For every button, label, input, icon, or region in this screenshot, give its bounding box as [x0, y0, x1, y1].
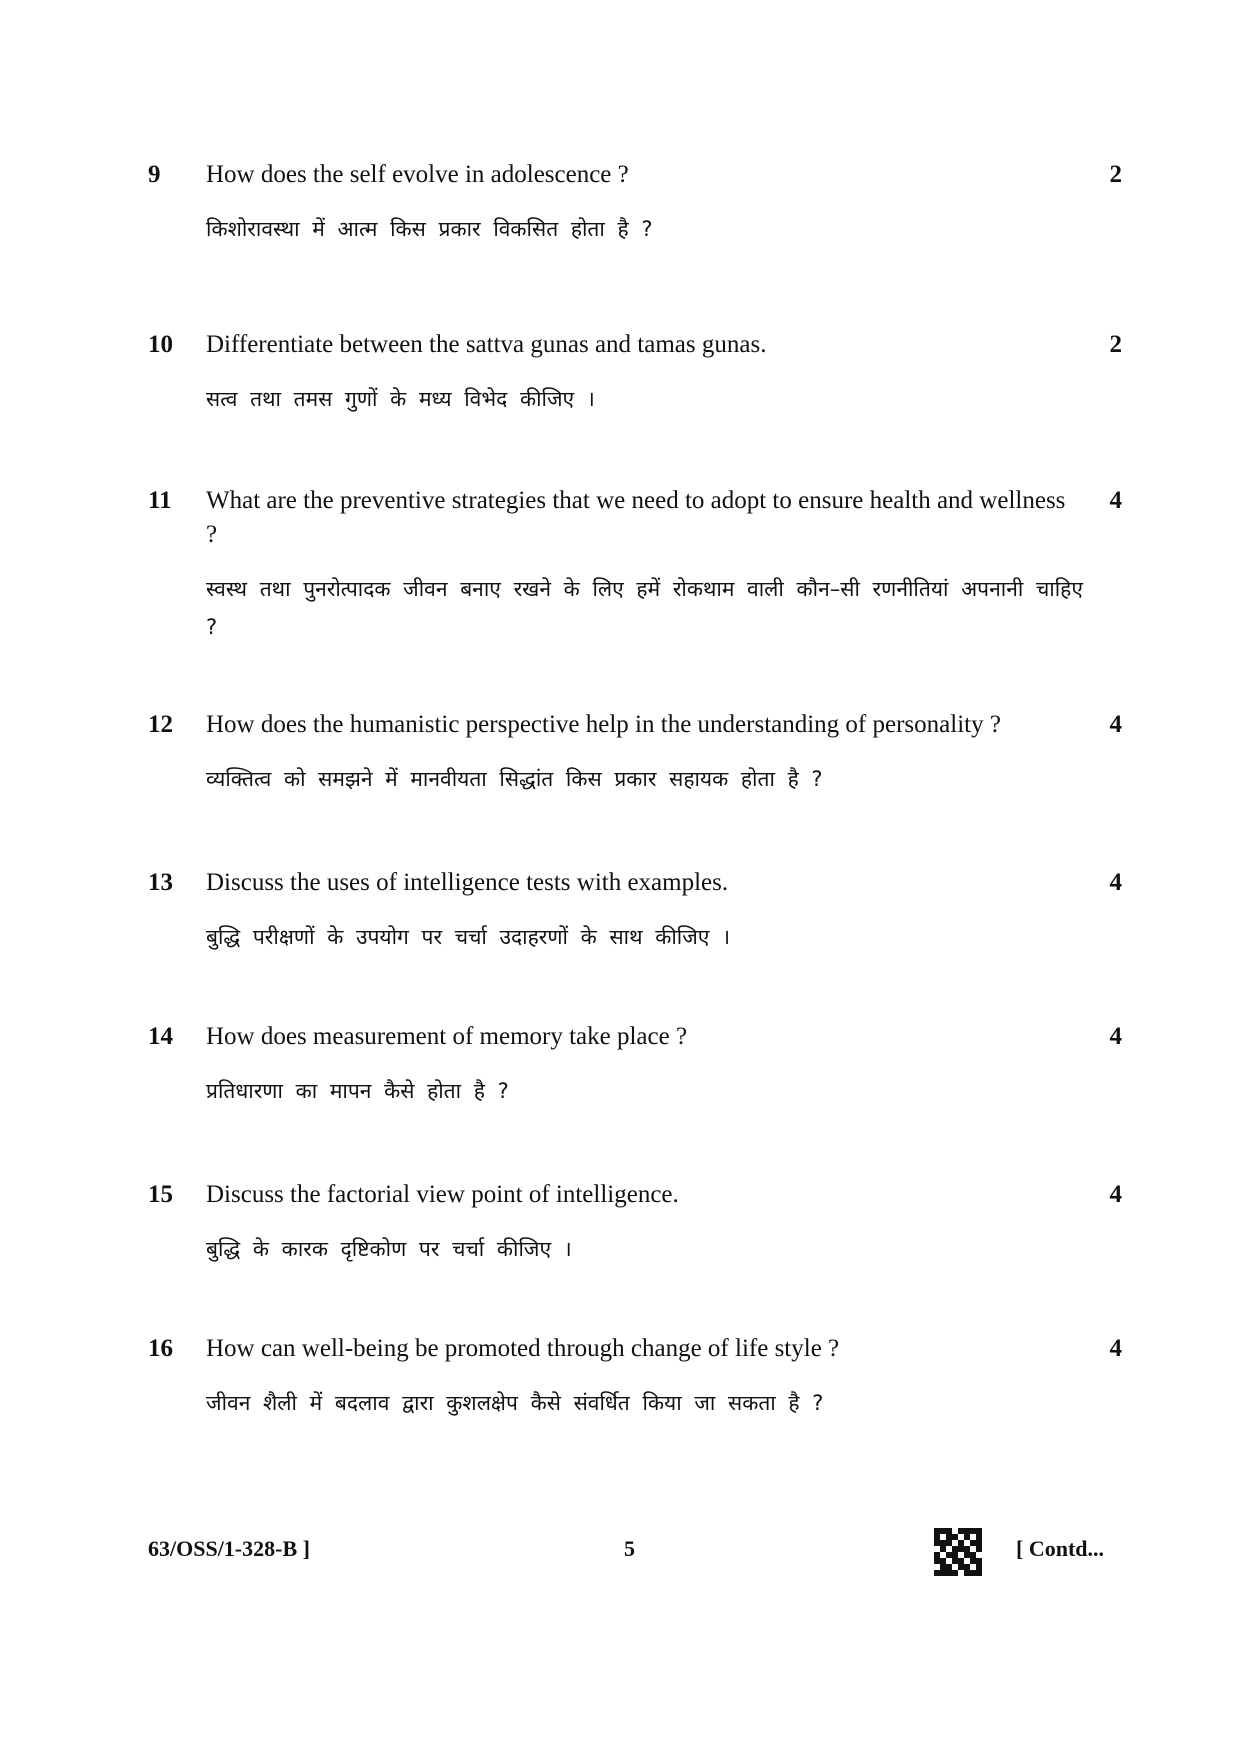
question-number: 16 [148, 1335, 173, 1362]
question-number: 15 [148, 1181, 173, 1208]
continued-label: [ Contd... [1016, 1536, 1105, 1561]
question-marks: 4 [1109, 869, 1122, 896]
question-text-english: What are the preventive strategies that we need to adopt to ensure health and wellness ? [206, 487, 1066, 548]
question-text-hindi: प्रतिधारणा का मापन कैसे होता है ? [206, 1079, 509, 1103]
question-text-english: How does the humanistic perspective help in the understanding of personality ? [206, 711, 1001, 738]
question-text-hindi: बुद्धि के कारक दृष्टिकोण पर चर्चा कीजिए । [206, 1237, 572, 1261]
question-number: 9 [148, 161, 161, 188]
qr-code-icon [934, 1528, 982, 1576]
question-marks: 4 [1109, 711, 1122, 738]
question-number: 14 [148, 1023, 173, 1050]
question-text-english: How can well-being be promoted through change of life style ? [206, 1335, 840, 1362]
question-text-english: Discuss the factorial view point of intelligence. [206, 1181, 679, 1208]
question-text-hindi: जीवन शैली में बदलाव द्वारा कुशलक्षेप कैसे संवर्धित किया जा सकता है ? [206, 1391, 824, 1415]
question-text-hindi: स्वस्थ तथा पुनरोत्पादक जीवन बनाए रखने के लिए हमें रोकथाम वाली कौन–सी रणनीतियां अपनानी चाहिए ? [206, 577, 1083, 639]
question-marks: 4 [1109, 1023, 1122, 1050]
question-marks: 4 [1109, 1181, 1122, 1208]
question-marks: 4 [1109, 1335, 1122, 1362]
page-footer [0, 1528, 1240, 1578]
question-text-hindi: किशोरावस्था में आत्म किस प्रकार विकसित होता है ? [206, 217, 653, 241]
question-marks: 2 [1109, 161, 1122, 188]
question-text-english: Differentiate between the sattva gunas and tamas gunas. [206, 331, 767, 358]
paper-code: 63/OSS/1-328-B ] [148, 1536, 310, 1561]
question-text-english: How does measurement of memory take place ? [206, 1023, 688, 1050]
question-number: 10 [148, 331, 173, 358]
question-text-hindi: सत्व तथा तमस गुणों के मध्य विभेद कीजिए । [206, 387, 595, 411]
question-marks: 2 [1109, 331, 1122, 358]
question-number: 12 [148, 711, 173, 738]
question-text-hindi: बुद्धि परीक्षणों के उपयोग पर चर्चा उदाहरणों के साथ कीजिए । [206, 925, 731, 949]
page-number: 5 [624, 1536, 635, 1561]
question-text-english: Discuss the uses of intelligence tests with examples. [206, 869, 729, 896]
question-text-english: How does the self evolve in adolescence ? [206, 161, 629, 188]
question-text-hindi: व्यक्तित्व को समझने में मानवीयता सिद्धांत किस प्रकार सहायक होता है ? [206, 767, 823, 791]
question-number: 11 [148, 487, 172, 514]
question-number: 13 [148, 869, 173, 896]
question-marks: 4 [1109, 487, 1122, 514]
